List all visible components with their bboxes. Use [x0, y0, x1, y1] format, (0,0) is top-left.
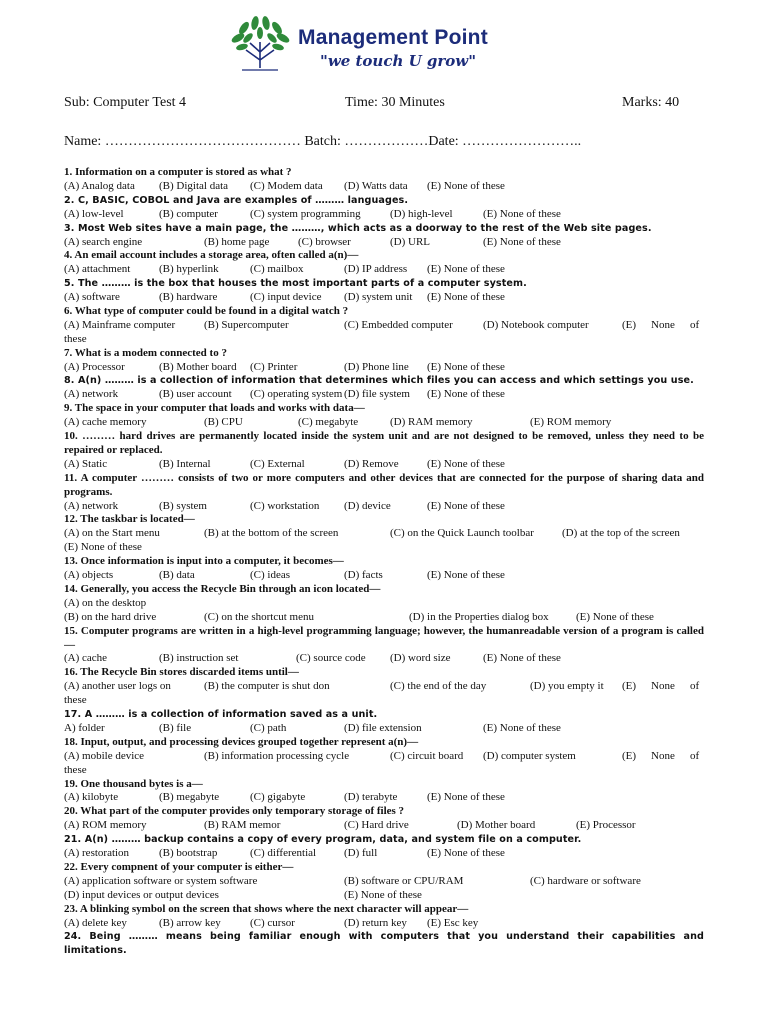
- option-b: (B) user account: [159, 388, 232, 401]
- option-c: (C) ideas: [250, 569, 291, 582]
- option-c: (C) circuit board: [390, 749, 464, 762]
- option-a: (A) cache: [64, 652, 108, 665]
- option-a: (A) on the Start menu: [64, 527, 160, 540]
- option-a: (A) search engine: [64, 235, 143, 248]
- answer-options: [64, 847, 704, 861]
- option-e: (E): [622, 318, 637, 331]
- option-c: (C) workstation: [250, 499, 320, 512]
- option-b: (B) Supercomputer: [204, 318, 289, 331]
- answer-options: [64, 750, 704, 778]
- option-a: (A) delete key: [64, 916, 127, 929]
- option-d: (D) Phone line: [344, 360, 409, 373]
- question-text: 11. A computer ……… consists of two or more computers and other devices that are connected for the purpose of sharing data and programs.: [64, 471, 704, 498]
- option-b: (B) hardware: [159, 291, 218, 304]
- option-a: (A) network: [64, 388, 119, 401]
- question-text: 6. What type of computer could be found in a digital watch ?: [64, 304, 349, 317]
- question-text: 8. A(n) ……… is a collection of information that determines which files you can access and which settings you use.: [64, 375, 694, 387]
- question-text: 1. Information on a computer is stored as what ?: [64, 166, 292, 178]
- answer-options: [64, 458, 704, 472]
- answer-options: [64, 597, 704, 611]
- option-e-text: of: [690, 318, 700, 331]
- option-a: (A) network: [64, 499, 119, 512]
- option-a: (A) application software or system software: [64, 874, 258, 887]
- option-a: A) folder: [64, 721, 105, 734]
- marks-label: Marks: 40: [622, 95, 680, 110]
- answer-options: [64, 527, 704, 555]
- option-d: (D) system unit: [344, 291, 413, 304]
- option-e: (E) None of these: [576, 610, 654, 623]
- option-b: (B) arrow key: [159, 916, 221, 929]
- option-b: (B) computer: [159, 207, 218, 220]
- answer-options: [64, 388, 704, 402]
- question-text: 18. Input, output, and processing devices grouped together represent a(n)—: [64, 735, 419, 748]
- option-b: (B) RAM memor: [204, 819, 281, 832]
- option-d: (D) IP address: [344, 263, 408, 276]
- option-e: (E) None of these: [64, 541, 142, 554]
- option-b: (B) Digital data: [159, 179, 229, 192]
- option-b: (B) file: [159, 721, 192, 734]
- option-e: (E) None of these: [427, 791, 505, 804]
- option-d: (D) word size: [390, 652, 451, 665]
- option-d: (D) Watts data: [344, 179, 408, 192]
- option-a: (A) kilobyte: [64, 791, 119, 804]
- option-e: (E) None of these: [427, 457, 505, 470]
- option-c: (C) the end of the day: [390, 680, 487, 693]
- option-b: (B) instruction set: [159, 652, 239, 665]
- option-e: (E) None of these: [427, 388, 505, 401]
- option-c: (C) Printer: [250, 360, 298, 373]
- answer-options: [64, 319, 704, 347]
- question-text: 15. Computer programs are written in a high-level programming language; however, the humanreadable version of a program is called—: [64, 624, 704, 651]
- option-c: (C) operating system: [250, 388, 343, 401]
- answer-options: [64, 917, 704, 931]
- answer-options: [64, 361, 704, 375]
- option-c: (C) on the shortcut menu: [204, 610, 314, 623]
- question-text: 22. Every compnent of your computer is either—: [64, 860, 294, 873]
- question-text: 12. The taskbar is located—: [64, 513, 195, 526]
- option-e: (E): [622, 749, 637, 762]
- answer-options: [64, 291, 704, 305]
- option-d: (D) in the Properties dialog box: [409, 610, 549, 623]
- option-e: (E) Esc key: [427, 916, 479, 929]
- option-e: (E) None of these: [483, 652, 561, 665]
- option-b: (B) information processing cycle: [204, 749, 350, 762]
- option-e-continuation: these: [64, 332, 87, 345]
- option-d: (D) terabyte: [344, 791, 398, 804]
- option-e-text: None: [651, 318, 675, 331]
- answer-options: [64, 500, 704, 514]
- answer-options: [64, 416, 704, 430]
- option-d: (D) Notebook computer: [483, 318, 589, 331]
- option-b: (B) bootstrap: [159, 847, 218, 860]
- option-a: (A) another user logs on: [64, 680, 171, 693]
- option-e: (E) None of these: [427, 263, 505, 276]
- option-e: (E) None of these: [427, 179, 505, 192]
- answer-options: [64, 791, 704, 805]
- question-text: 2. C, BASIC, COBOL and Java are examples of ……… languages.: [64, 194, 409, 206]
- option-b: (B) Mother board: [159, 360, 237, 373]
- option-c: (C) hardware or software: [530, 874, 641, 887]
- option-a: (A) low-level: [64, 207, 124, 220]
- brand-name: Management Point: [298, 26, 488, 49]
- option-e: (E) None of these: [427, 291, 505, 304]
- tagline: "we touch U grow": [320, 52, 477, 70]
- answer-options: [64, 263, 704, 277]
- answer-options: [64, 819, 704, 833]
- time-label: Time: 30 Minutes: [345, 95, 445, 110]
- option-e: (E): [622, 680, 637, 693]
- option-b: (B) system: [159, 499, 207, 512]
- option-e: (E) None of these: [483, 207, 561, 220]
- option-c: (C) path: [250, 721, 287, 734]
- option-c: (C) differential: [250, 847, 317, 860]
- question-text: 7. What is a modem connected to ?: [64, 346, 227, 359]
- option-c: (C) input device: [250, 291, 322, 304]
- option-a: (A) Processor: [64, 360, 125, 373]
- option-e: (E) None of these: [427, 360, 505, 373]
- answer-options: [64, 236, 704, 250]
- option-d: (D) return key: [344, 916, 407, 929]
- question-text: 17. A ……… is a collection of information saved as a unit.: [64, 709, 378, 721]
- option-e-text: None: [651, 680, 675, 693]
- option-b: (B) data: [159, 569, 195, 582]
- option-e: (E) None of these: [344, 888, 422, 901]
- option-a: (A) Static: [64, 457, 108, 470]
- option-d: (D) input devices or output devices: [64, 888, 219, 901]
- question-text: 5. The ……… is the box that houses the most important parts of a computer system.: [64, 278, 527, 290]
- answer-options: [64, 652, 704, 666]
- option-a: (A) attachment: [64, 263, 131, 276]
- option-c: (C) mailbox: [250, 263, 304, 276]
- option-d: (D) device: [344, 499, 391, 512]
- answer-options: [64, 569, 704, 583]
- question-text: 13. Once information is input into a computer, it becomes—: [64, 555, 344, 568]
- option-b: (B) Internal: [159, 457, 211, 470]
- question-text: 4. An email account includes a storage area, often called a(n)—: [64, 249, 359, 262]
- question-text: 20. What part of the computer provides only temporary storage of files ?: [64, 805, 405, 818]
- option-b: (B) on the hard drive: [64, 610, 157, 623]
- option-d: (D) file system: [344, 388, 410, 401]
- option-e-text: of: [690, 680, 700, 693]
- answer-options: [64, 611, 704, 625]
- option-c: (C) on the Quick Launch toolbar: [390, 527, 534, 540]
- question-text: 9. The space in your computer that loads and works with data—: [64, 402, 365, 415]
- logo: [228, 16, 528, 78]
- option-e: (E) None of these: [483, 235, 561, 248]
- option-e-text: of: [690, 749, 700, 762]
- option-a: (A) Mainframe computer: [64, 318, 176, 331]
- option-d: (D) URL: [390, 235, 431, 248]
- option-e: (E) ROM memory: [530, 416, 612, 429]
- option-e: (E) Processor: [576, 819, 636, 832]
- option-b: (B) CPU: [204, 416, 243, 429]
- option-d: (D) file extension: [344, 721, 422, 734]
- option-c: (C) External: [250, 457, 305, 470]
- option-c: (C) cursor: [250, 916, 295, 929]
- option-d: (D) at the top of the screen: [562, 527, 680, 540]
- option-a: (A) software: [64, 291, 120, 304]
- question-text: 16. The Recycle Bin stores discarded items until—: [64, 666, 299, 679]
- option-e: (E) None of these: [483, 721, 561, 734]
- answer-options: [64, 889, 704, 903]
- answer-options: [64, 208, 704, 222]
- option-e: (E) None of these: [427, 847, 505, 860]
- option-a: (A) on the desktop: [64, 596, 147, 609]
- tree-logo-icon: [228, 16, 292, 76]
- option-d: (D) Remove: [344, 457, 399, 470]
- answer-options: [64, 875, 704, 889]
- question-list: [64, 166, 704, 958]
- option-b: (B) hyperlink: [159, 263, 219, 276]
- question-text: 21. A(n) ……… backup contains a copy of every program, data, and system file on a computer.: [64, 834, 582, 846]
- option-d: (D) RAM memory: [390, 416, 473, 429]
- option-b: (B) at the bottom of the screen: [204, 527, 339, 540]
- option-c: (C) Hard drive: [344, 819, 409, 832]
- option-a: (A) mobile device: [64, 749, 145, 762]
- answer-options: [64, 180, 704, 194]
- option-e-continuation: these: [64, 763, 87, 776]
- option-b: (B) the computer is shut don: [204, 680, 330, 693]
- student-details-line: Name: …………………………………… Batch: ………………Date: ……………………..: [64, 134, 582, 149]
- option-b: (B) megabyte: [159, 791, 220, 804]
- option-c: (C) Modem data: [250, 179, 323, 192]
- option-e-continuation: these: [64, 694, 87, 707]
- answer-options: [64, 680, 704, 708]
- option-b: (B) software or CPU/RAM: [344, 874, 464, 887]
- answer-options: [64, 722, 704, 736]
- option-d: (D) full: [344, 847, 378, 860]
- question-text: 10. ……… hard drives are permanently located inside the system unit and are not designed to be removed, unless they need to be repaired or replaced.: [64, 430, 704, 456]
- option-e: (E) None of these: [427, 569, 505, 582]
- question-text: 24. Being ……… means being familiar enough with computers that you understand their capabilities and limitations.: [64, 931, 704, 957]
- option-c: (C) system programming: [250, 207, 361, 220]
- question-text: 3. Most Web sites have a main page, the ………, which acts as a doorway to the rest of the Web site pages.: [64, 222, 652, 234]
- option-a: (A) objects: [64, 569, 114, 582]
- option-a: (A) Analog data: [64, 179, 135, 192]
- option-d: (D) you empty it: [530, 680, 604, 693]
- option-a: (A) ROM memory: [64, 819, 147, 832]
- option-d: (D) Mother board: [457, 819, 536, 832]
- option-c: (C) source code: [296, 652, 366, 665]
- option-e: (E) None of these: [427, 499, 505, 512]
- option-c: (C) megabyte: [298, 416, 359, 429]
- question-text: 23. A blinking symbol on the screen that shows where the next character will appear—: [64, 902, 469, 915]
- question-text: 14. Generally, you access the Recycle Bin through an icon located—: [64, 582, 381, 595]
- option-b: (B) home page: [204, 235, 270, 248]
- option-a: (A) restoration: [64, 847, 130, 860]
- question-text: 19. One thousand bytes is a—: [64, 777, 203, 790]
- subject-label: Sub: Computer Test 4: [64, 95, 187, 110]
- option-c: (C) browser: [298, 235, 351, 248]
- option-c: (C) gigabyte: [250, 791, 306, 804]
- option-a: (A) cache memory: [64, 416, 147, 429]
- option-c: (C) Embedded computer: [344, 318, 453, 331]
- option-e-text: None: [651, 749, 675, 762]
- option-d: (D) computer system: [483, 749, 576, 762]
- option-d: (D) high-level: [390, 207, 453, 220]
- option-d: (D) facts: [344, 569, 383, 582]
